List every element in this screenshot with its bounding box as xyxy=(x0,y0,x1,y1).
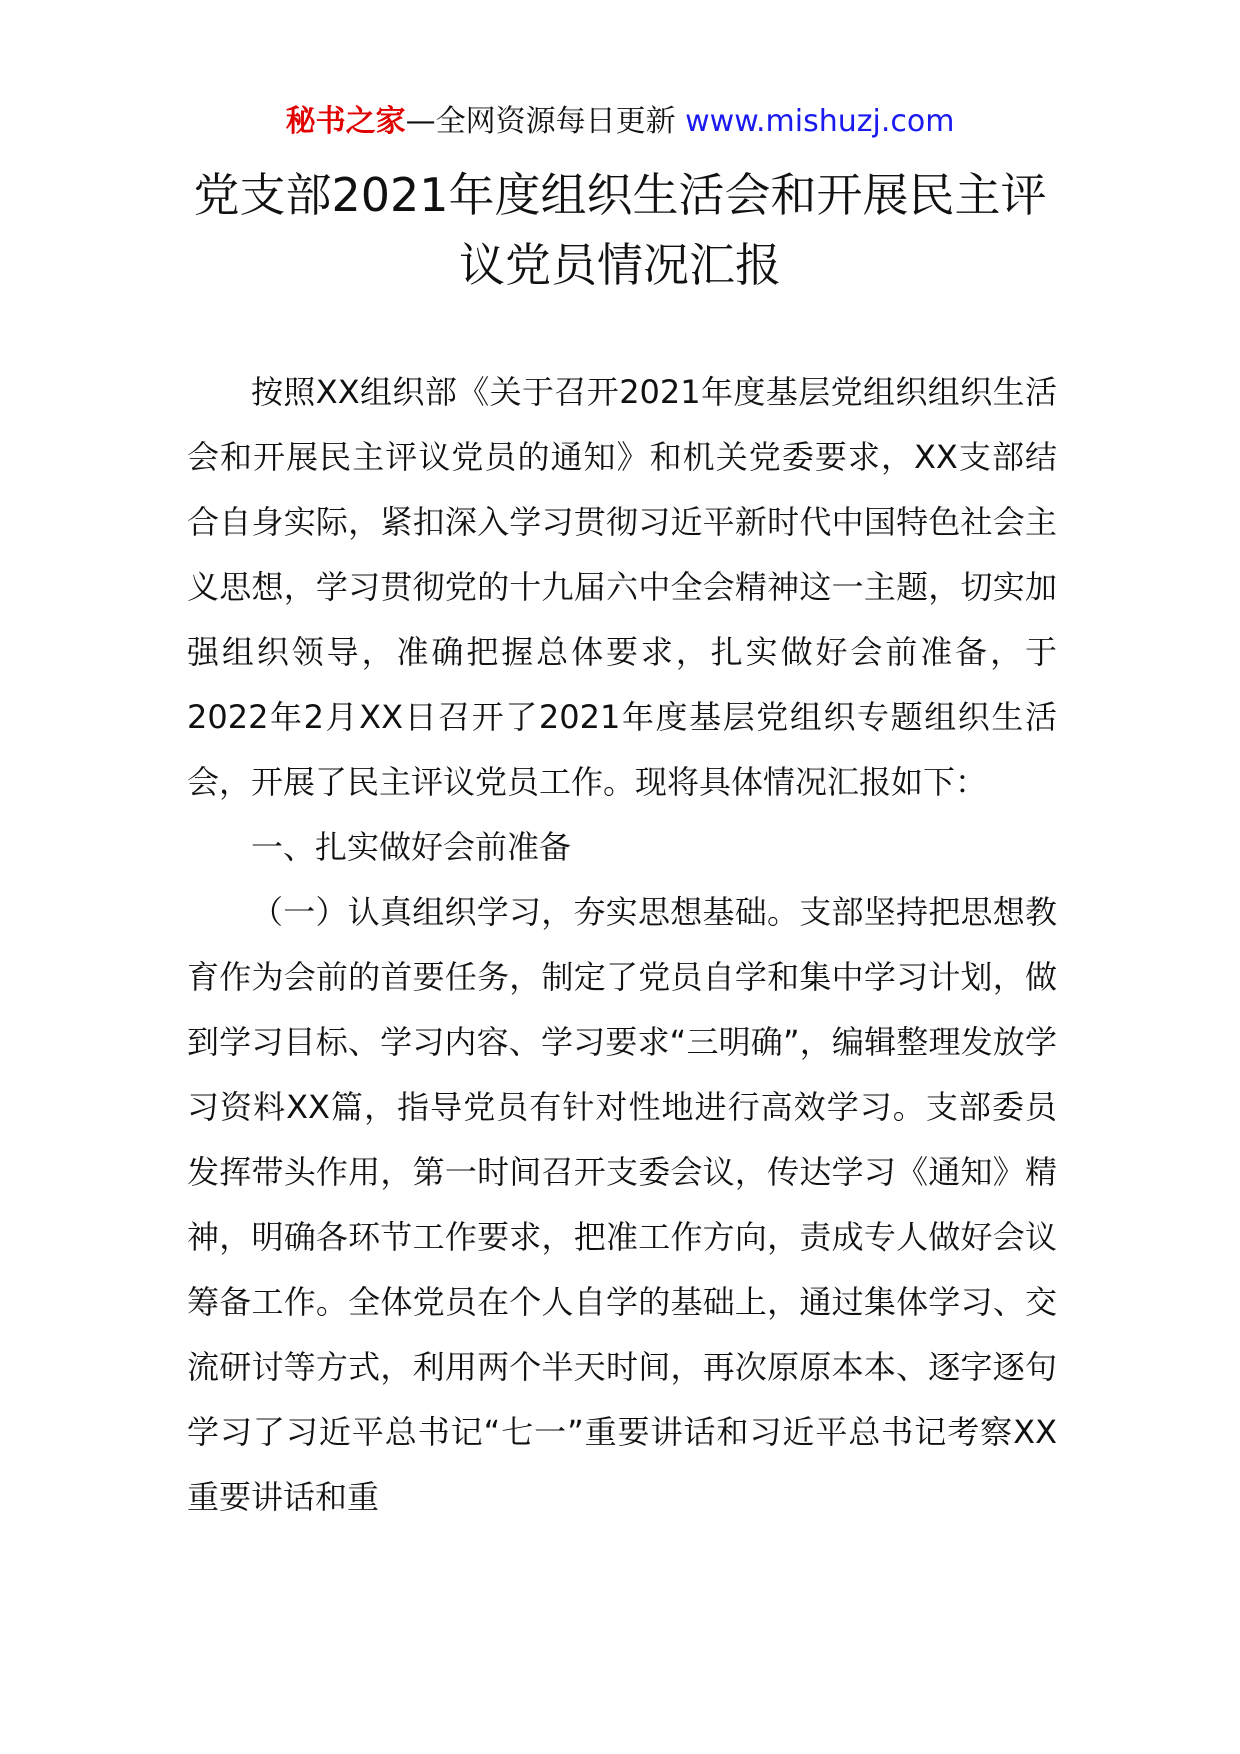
header-slogan: —全网资源每日更新 xyxy=(405,104,686,139)
title-line-1: 党支部2021年度组织生活会和开展民主评 xyxy=(193,168,1047,222)
header-url[interactable]: www.mishuzj.com xyxy=(685,104,955,139)
brand-name: 秘书之家 xyxy=(285,104,406,139)
document-title xyxy=(130,160,1110,300)
page-header xyxy=(0,100,1240,144)
intro-paragraph: 按照XX组织部《关于召开2021年度基层党组织组织生活会和开展民主评议党员的通知》和机关党委要求，XX支部结合自身实际，紧扣深入学习贯彻习近平新时代中国特色社会主义思想，学习贯彻党的十九届六中全会精神这一主题，切实加强组织领导，准确把握总体要求，扎实做好会前准备，于2022年2月XX日召开了2021年度基层党组织专题组织生活会，开展了民主评议党员工作。现将具体情况汇报如下： xyxy=(187,373,1057,801)
title-line-2: 议党员情况汇报 xyxy=(459,238,781,292)
section-heading: 一、扎实做好会前准备 xyxy=(251,828,572,866)
document-body xyxy=(187,360,1057,1530)
body-paragraph: （一）认真组织学习，夯实思想基础。支部坚持把思想教育作为会前的首要任务，制定了党员自学和集中学习计划，做到学习目标、学习内容、学习要求“三明确”，编辑整理发放学习资料XX篇，指导党员有针对性地进行高效学习。支部委员发挥带头作用，第一时间召开支委会议，传达学习《通知》精神，明确各环节工作要求，把准工作方向，责成专人做好会议筹备工作。全体党员在个人自学的基础上，通过集体学习、交流研讨等方式，利用两个半天时间，再次原原本本、逐字逐句学习了习近平总书记“七一”重要讲话和习近平总书记考察XX重要讲话和重 xyxy=(187,893,1057,1516)
